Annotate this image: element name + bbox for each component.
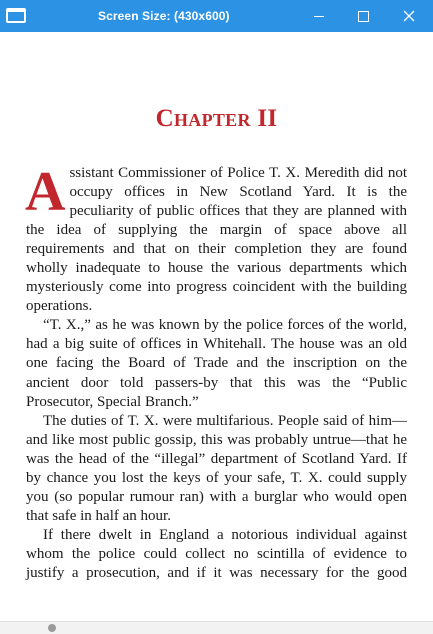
paragraph-1-text: ssistant Commissioner of Police T. X. Meredith did not occupy offices in New Scotland Yard. It is the peculiarity of public offices that they are planned with the idea of supplying the margin of space above all requirements and that on their completion they are found wholly inadequate to house the various departments which mysteriously come into progress coincident with the building operations.	[26, 165, 407, 315]
horizontal-scrollbar[interactable]	[0, 621, 433, 634]
window-icon	[6, 8, 26, 23]
title-bar	[0, 0, 433, 32]
scroll-thumb[interactable]	[48, 624, 56, 632]
minimize-button[interactable]	[296, 0, 342, 32]
paragraph-1	[25, 161, 407, 316]
paragraph-4: If there dwelt in England a notorious individual against whom the police could collect no scintilla of evidence to justify a prosecution, and if it was necessary for the good	[26, 526, 407, 581]
chapter-text	[25, 161, 407, 583]
book-page[interactable]	[0, 32, 433, 621]
window-title: Screen Size: (430x600)	[98, 9, 230, 23]
drop-cap: A	[25, 161, 66, 223]
close-button[interactable]	[386, 0, 432, 32]
chapter-title: Chapter II	[155, 105, 278, 132]
maximize-icon	[358, 11, 369, 22]
minimize-icon	[314, 16, 324, 17]
close-icon	[403, 10, 415, 22]
paragraph-3: The duties of T. X. were multifarious. People said of him—and like most public gossip, this was probably untrue—that he was the head of the “illegal” department of Scotland Yard. If by chance you lost the keys of your safe, T. X. could supply you (so popular rumour ran) with a burglar who would open that safe in half an hour.	[26, 412, 407, 524]
maximize-button[interactable]	[340, 0, 386, 32]
paragraph-2: “T. X.,” as he was known by the police forces of the world, had a big suite of offices in Whitehall. The house was an old one facing the Board of Trade and the inscription on the ancient door told passers-by that this was the “Public Prosecutor, Special Branch.”	[26, 317, 407, 410]
